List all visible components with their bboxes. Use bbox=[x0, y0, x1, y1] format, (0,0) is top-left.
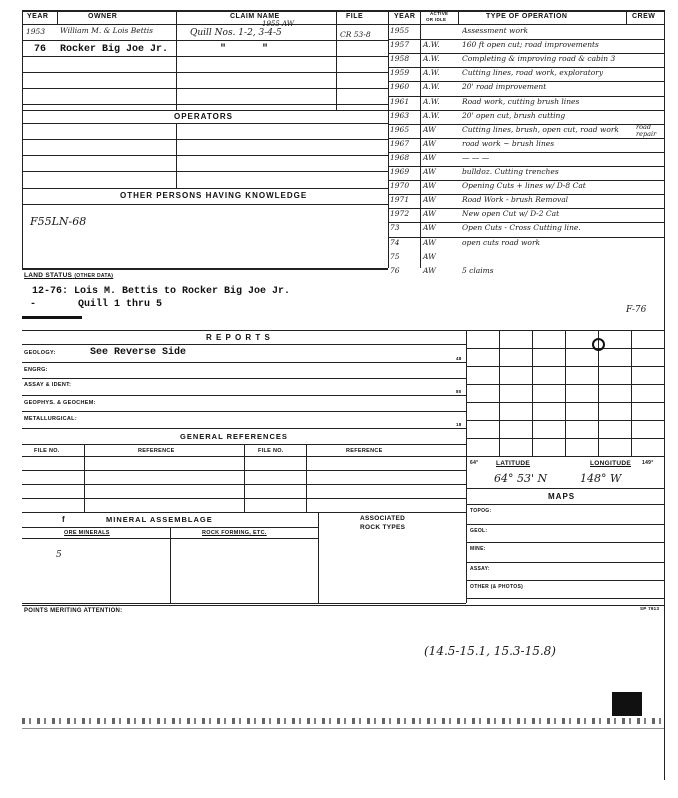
operation-year: 1968 bbox=[390, 152, 410, 162]
land-status-title bbox=[24, 272, 113, 279]
knowledge-title: OTHER PERSONS HAVING KNOWLEDGE bbox=[120, 191, 308, 200]
assay-label: ASSAY & IDENT: bbox=[24, 382, 72, 388]
crew-f76: F-76 bbox=[626, 305, 647, 315]
col-div bbox=[388, 10, 389, 268]
operation-type: — — — bbox=[462, 152, 490, 162]
ref-file-no: FILE NO. bbox=[34, 448, 60, 454]
longitude-suffix: 149° bbox=[642, 460, 654, 466]
geology-label: GEOLOGY: bbox=[24, 350, 56, 356]
header-owner: OWNER bbox=[88, 13, 118, 20]
col-div bbox=[176, 10, 177, 24]
metallurgical-label: METALLURGICAL: bbox=[24, 416, 77, 422]
ref-col-div bbox=[244, 444, 245, 512]
operation-status: AW bbox=[423, 152, 436, 162]
maps-other: OTHER (& PHOTOS) bbox=[470, 584, 524, 590]
operation-type: Open Cuts - Cross Cutting line. bbox=[462, 223, 581, 233]
maps-rule bbox=[466, 580, 664, 581]
claim-file-2: " bbox=[262, 44, 269, 55]
operation-type: Cutting lines, road work, exploratory bbox=[462, 68, 604, 78]
location-rule bbox=[466, 488, 664, 489]
claim-rule bbox=[22, 104, 388, 105]
operation-year: 1955 bbox=[390, 26, 410, 35]
operation-year: 76 bbox=[390, 265, 400, 275]
col-div bbox=[57, 10, 58, 24]
reports-title: R E P O R T S bbox=[206, 333, 271, 342]
operation-year: 74 bbox=[390, 237, 400, 247]
operation-type: open cuts road work bbox=[462, 237, 541, 247]
mineral-top-rule bbox=[22, 512, 466, 513]
claim-rule bbox=[22, 40, 388, 41]
operation-type: Cutting lines, brush, open cut, road work bbox=[462, 124, 619, 134]
operation-type: 20' open cut, brush cutting bbox=[462, 110, 566, 120]
operation-year: 1961 bbox=[390, 96, 410, 106]
col-div bbox=[176, 24, 177, 110]
operation-year: 1970 bbox=[390, 181, 410, 191]
operation-type: road work ~ brush lines bbox=[462, 138, 555, 148]
grid-line-h bbox=[466, 438, 664, 439]
crew-road-repair: road repair bbox=[636, 123, 657, 138]
land-status-dash: - bbox=[30, 299, 37, 310]
header-active: ACTIVE bbox=[430, 11, 449, 16]
operation-status: AW bbox=[423, 167, 436, 176]
report-num-1: 48 bbox=[456, 356, 462, 361]
operators-top-rule bbox=[22, 110, 388, 111]
operation-year: 75 bbox=[390, 251, 400, 261]
grid-line-h bbox=[466, 366, 664, 367]
land-status-rule bbox=[22, 268, 388, 270]
col-div bbox=[626, 10, 627, 24]
report-num-3: 18 bbox=[456, 422, 462, 427]
mineral-rock-types: ROCK TYPES bbox=[360, 524, 406, 531]
grid-line-h bbox=[466, 456, 664, 457]
operation-status: AW bbox=[423, 251, 436, 261]
geophys-label: GEOPHYS. & GEOCHEM: bbox=[24, 400, 96, 406]
maps-rule bbox=[466, 504, 664, 505]
ref-reference: REFERENCE bbox=[138, 448, 175, 454]
claim-owner-2: Rocker Big Joe Jr. bbox=[60, 44, 169, 55]
claim-file-1: CR 53-8 bbox=[340, 30, 371, 39]
operation-type: New open Cut w/ D-2 Cat bbox=[462, 209, 560, 219]
operation-status: A.W. bbox=[423, 68, 440, 78]
operation-status: AW bbox=[423, 265, 436, 275]
knowledge-top-rule bbox=[22, 188, 388, 189]
operation-status: A.W. bbox=[423, 40, 440, 50]
reports-rule bbox=[22, 411, 466, 412]
report-num-2: 80 bbox=[456, 389, 462, 394]
geology-value: See Reverse Side bbox=[90, 347, 187, 358]
operation-year: 1965 bbox=[390, 124, 410, 134]
land-status-subtitle: (OTHER DATA) bbox=[74, 273, 114, 279]
lat-prefix: 64° bbox=[470, 460, 479, 466]
operation-year: 1958 bbox=[390, 54, 410, 64]
col-div bbox=[176, 123, 177, 188]
operation-year: 1971 bbox=[390, 195, 410, 205]
longitude-label: LONGITUDE bbox=[590, 460, 631, 467]
header-type-of-operation: TYPE OF OPERATION bbox=[486, 13, 568, 20]
mineral-mark: 5 bbox=[56, 550, 62, 560]
claim-year-1: 1953 bbox=[26, 27, 46, 36]
mineral-associated: ASSOCIATED bbox=[360, 515, 406, 522]
reports-top-rule bbox=[22, 330, 664, 331]
form-number: SP 7913 bbox=[640, 606, 660, 611]
mineral-f: f bbox=[62, 515, 66, 524]
ref-file-no-2: FILE NO. bbox=[258, 448, 284, 454]
operation-status: AW bbox=[423, 209, 436, 219]
reports-rule bbox=[22, 344, 466, 345]
maps-assay: ASSAY: bbox=[470, 566, 490, 572]
land-status-bar bbox=[22, 316, 82, 319]
maps-title: MAPS bbox=[548, 492, 576, 501]
claim-rule bbox=[22, 72, 388, 73]
mineral-title: MINERAL ASSEMBLAGE bbox=[106, 515, 213, 524]
land-status-line-1: 12-76: Lois M. Bettis to Rocker Big Joe Jr. bbox=[32, 286, 291, 297]
operation-type: Road Work - brush Removal bbox=[462, 195, 569, 205]
operation-year: 1963 bbox=[390, 110, 410, 120]
scan-noise-band bbox=[22, 718, 664, 724]
maps-mine: MINE: bbox=[470, 546, 486, 552]
mineral-col-div bbox=[170, 527, 171, 603]
col-div bbox=[420, 10, 421, 268]
operation-status: AW bbox=[423, 223, 436, 233]
engrg-label: ENGRG: bbox=[24, 367, 48, 373]
grid-line-h bbox=[466, 348, 664, 349]
header-crew: CREW bbox=[632, 13, 656, 20]
maps-topog: TOPOG: bbox=[470, 508, 492, 514]
header-year: YEAR bbox=[27, 13, 49, 20]
col-div bbox=[458, 10, 459, 24]
ore-minerals: ORE MINERALS bbox=[64, 530, 110, 536]
location-marker-icon bbox=[592, 338, 605, 351]
claim-year-2: 76 bbox=[34, 44, 47, 55]
operation-status: AW bbox=[423, 237, 436, 247]
operation-year: 1960 bbox=[390, 82, 410, 92]
grid-line-h bbox=[466, 402, 664, 403]
operation-type: Opening Cuts + lines w/ D-8 Cat bbox=[462, 181, 586, 191]
operators-rule bbox=[22, 139, 388, 140]
claim-note-1: 1955 AW bbox=[262, 20, 295, 28]
longitude-value: 148° W bbox=[580, 472, 622, 485]
operation-year: 1959 bbox=[390, 68, 410, 78]
operators-rule bbox=[22, 155, 388, 156]
operators-title: OPERATORS bbox=[174, 112, 233, 121]
ref-col-div bbox=[306, 444, 307, 512]
claim-owner-1: William M. & Lois Bettis bbox=[60, 26, 153, 35]
maps-geol: GEOL: bbox=[470, 528, 488, 534]
points-title: POINTS MERITING ATTENTION: bbox=[24, 608, 123, 614]
claim-rule bbox=[22, 56, 388, 57]
operation-type: 160 ft open cut; road improvements bbox=[462, 40, 599, 50]
bottom-rule bbox=[22, 728, 664, 729]
ref-col-div bbox=[84, 444, 85, 512]
maps-rule bbox=[466, 598, 664, 599]
operation-status: AW bbox=[423, 195, 436, 205]
reports-rule bbox=[22, 428, 466, 429]
header-bottom-rule bbox=[22, 24, 664, 25]
operation-status: A.W. bbox=[423, 110, 440, 120]
operation-year: 1972 bbox=[390, 209, 410, 219]
header-active-idle: OR IDLE bbox=[426, 17, 447, 22]
ref-reference-2: REFERENCE bbox=[346, 448, 383, 454]
reports-rule bbox=[22, 362, 466, 363]
operation-status: A.W. bbox=[423, 82, 440, 92]
col-div bbox=[336, 24, 337, 110]
rock-forming: ROCK FORMING, ETC. bbox=[202, 530, 267, 536]
points-top-rule bbox=[22, 605, 664, 606]
maps-rule bbox=[466, 524, 664, 525]
operation-status: AW bbox=[423, 181, 436, 191]
operation-status: AW bbox=[423, 124, 436, 134]
general-references-title: GENERAL REFERENCES bbox=[180, 432, 288, 441]
operation-status: AW bbox=[423, 138, 436, 148]
operation-year: 73 bbox=[390, 223, 400, 233]
grid-line-h bbox=[466, 420, 664, 421]
operation-type: 20' road improvement bbox=[462, 82, 547, 92]
top-rule bbox=[22, 10, 664, 12]
operation-status: A.W. bbox=[423, 54, 440, 64]
latitude-value: 64° 53' N bbox=[494, 472, 548, 485]
points-note: (14.5-15.1, 15.3-15.8) bbox=[424, 644, 556, 658]
operation-year: 1967 bbox=[390, 138, 410, 148]
operators-rule bbox=[22, 171, 388, 172]
header-file: FILE bbox=[346, 13, 364, 20]
header-claim-name: CLAIM NAME bbox=[230, 13, 280, 20]
knowledge-entry: F55LN-68 bbox=[30, 215, 87, 228]
reports-rule bbox=[22, 378, 466, 379]
claim-name-2: " bbox=[220, 44, 227, 55]
claim-name-1: Quill Nos. 1-2, 3-4-5 bbox=[190, 28, 282, 38]
maps-rule bbox=[466, 542, 664, 543]
operation-type: 5 claims bbox=[462, 265, 494, 275]
operation-type: Road work, cutting brush lines bbox=[462, 96, 580, 106]
claim-rule bbox=[22, 88, 388, 89]
reports-rule bbox=[22, 395, 466, 396]
operation-year: 1969 bbox=[390, 167, 410, 176]
grid-line-h bbox=[466, 384, 664, 385]
land-status-label: LAND STATUS bbox=[24, 272, 73, 279]
latitude-label: LATITUDE bbox=[496, 460, 531, 467]
operation-status: A.W. bbox=[423, 96, 440, 106]
maps-rule bbox=[466, 562, 664, 563]
operators-rule bbox=[22, 123, 388, 124]
header-year-2: YEAR bbox=[394, 13, 416, 20]
operation-year: 1957 bbox=[390, 40, 410, 50]
mineral-bottom-rule bbox=[22, 603, 466, 604]
operation-type: Assessment work bbox=[462, 26, 529, 35]
mineral-col-div bbox=[318, 512, 319, 603]
knowledge-rule bbox=[22, 204, 388, 205]
land-status-line-2: Quill 1 thru 5 bbox=[78, 299, 163, 310]
operation-type: bulldoz. Cutting trenches bbox=[462, 167, 559, 176]
col-div bbox=[336, 10, 337, 24]
scan-block bbox=[612, 692, 642, 716]
operation-type: Completing & improving road & cabin 3 bbox=[462, 54, 616, 64]
